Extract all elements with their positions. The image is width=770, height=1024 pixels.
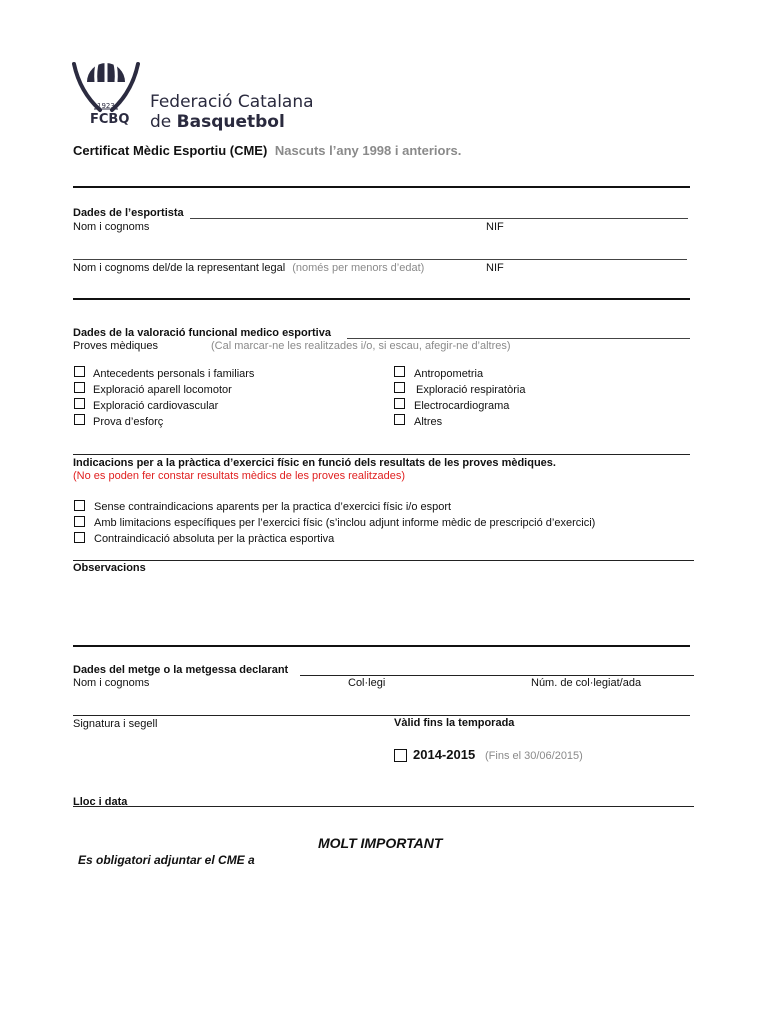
title-subtitle: Nascuts l’any 1998 i anteriors. bbox=[274, 143, 462, 158]
checkbox-antecedents[interactable] bbox=[74, 366, 85, 377]
checkbox-locomotor[interactable] bbox=[74, 382, 85, 393]
checkbox-respiratory[interactable] bbox=[394, 382, 405, 393]
checkbox-stress-test[interactable] bbox=[74, 414, 85, 425]
assessment-section-title: Dades de la valoració funcional medico esportiva bbox=[73, 327, 331, 339]
logo-year: 1923 bbox=[97, 102, 115, 110]
observations-area[interactable] bbox=[73, 578, 694, 644]
option-limitations: Amb limitacions específiques per l’exercici físic (s’inclou adjunt informe mèdic de prescripció d’exercici) bbox=[94, 517, 596, 529]
checkbox-limitations[interactable] bbox=[74, 516, 85, 527]
checkbox-anthropometry[interactable] bbox=[394, 366, 405, 377]
representative-nif-label: NIF bbox=[486, 262, 504, 274]
logo-abbr: FCBQ bbox=[90, 112, 130, 127]
place-date-line[interactable] bbox=[73, 806, 694, 807]
indications-warning: (No es poden fer constar resultats mèdics de les proves realitzades) bbox=[73, 470, 405, 482]
checkbox-cardiovascular[interactable] bbox=[74, 398, 85, 409]
rep-label-note: (només per menors d’edat) bbox=[292, 262, 425, 274]
logo-name-bold: Basquetbol bbox=[176, 112, 285, 132]
tests-label: Proves mèdiques bbox=[73, 340, 158, 352]
option-locomotor: Exploració aparell locomotor bbox=[93, 384, 232, 396]
important-heading: MOLT IMPORTANT bbox=[318, 835, 443, 851]
option-antecedents: Antecedents personals i familiars bbox=[93, 368, 255, 380]
option-anthropometry: Antropometria bbox=[414, 368, 484, 380]
option-absolute-contraindication: Contraindicació absoluta per la pràctica esportiva bbox=[94, 533, 335, 545]
place-date-label: Lloc i data bbox=[73, 796, 128, 808]
option-no-contraindications: Sense contraindicacions aparents per la practica d’exercici físic i/o esport bbox=[94, 501, 452, 513]
divider bbox=[300, 675, 694, 676]
athlete-name-line[interactable] bbox=[73, 259, 687, 260]
representative-label bbox=[73, 262, 424, 275]
doctor-college-label: Col·legi bbox=[348, 677, 386, 689]
title-text: Certificat Mèdic Esportiu (CME) bbox=[73, 143, 268, 158]
season-note: (Fins el 30/06/2015) bbox=[485, 750, 583, 762]
divider bbox=[347, 338, 690, 339]
option-cardiovascular: Exploració cardiovascular bbox=[93, 400, 219, 412]
checkbox-ecg[interactable] bbox=[394, 398, 405, 409]
athlete-section-title: Dades de l’esportista bbox=[73, 207, 184, 219]
checkbox-absolute-contraindication[interactable] bbox=[74, 532, 85, 543]
checkbox-others[interactable] bbox=[394, 414, 405, 425]
option-respiratory: Exploració respiratòria bbox=[416, 384, 526, 396]
doctor-name-label: Nom i cognoms bbox=[73, 677, 150, 689]
option-stress-test: Prova d’esforç bbox=[93, 416, 164, 428]
indications-title: Indicacions per a la pràctica d’exercici físic en funció dels resultats de les proves mèdiques. bbox=[73, 457, 556, 469]
season-value: 2014-2015 bbox=[413, 747, 476, 762]
divider bbox=[73, 186, 690, 188]
divider bbox=[73, 560, 694, 561]
divider bbox=[73, 298, 690, 300]
athlete-nif-label: NIF bbox=[486, 221, 504, 233]
checkbox-season[interactable] bbox=[394, 749, 407, 762]
option-ecg: Electrocardiograma bbox=[414, 400, 510, 412]
form-title bbox=[73, 143, 461, 159]
option-others: Altres bbox=[414, 416, 443, 428]
rep-label-text: Nom i cognoms del/de la representant legal bbox=[73, 262, 286, 274]
divider bbox=[73, 645, 690, 647]
signature-label: Signatura i segell bbox=[73, 718, 158, 730]
logo-name-line2 bbox=[150, 112, 285, 132]
divider bbox=[190, 218, 688, 219]
divider bbox=[73, 454, 690, 455]
doctor-data-line[interactable] bbox=[73, 715, 690, 716]
obligatory-text: Es obligatori adjuntar el CME a bbox=[78, 853, 255, 867]
doctor-number-label: Núm. de col·legiat/ada bbox=[531, 677, 642, 689]
checkbox-no-contraindications[interactable] bbox=[74, 500, 85, 511]
observations-title: Observacions bbox=[73, 562, 146, 574]
valid-until-label: Vàlid fins la temporada bbox=[394, 717, 515, 729]
fcbq-logo bbox=[70, 42, 320, 132]
logo-name-prefix: de bbox=[150, 112, 177, 132]
athlete-name-label: Nom i cognoms bbox=[73, 221, 150, 233]
doctor-section-title: Dades del metge o la metgessa declarant bbox=[73, 664, 289, 676]
tests-note: (Cal marcar-ne les realitzades i/o, si escau, afegir-ne d’altres) bbox=[211, 340, 511, 352]
logo-name-line1: Federació Catalana bbox=[150, 92, 314, 112]
